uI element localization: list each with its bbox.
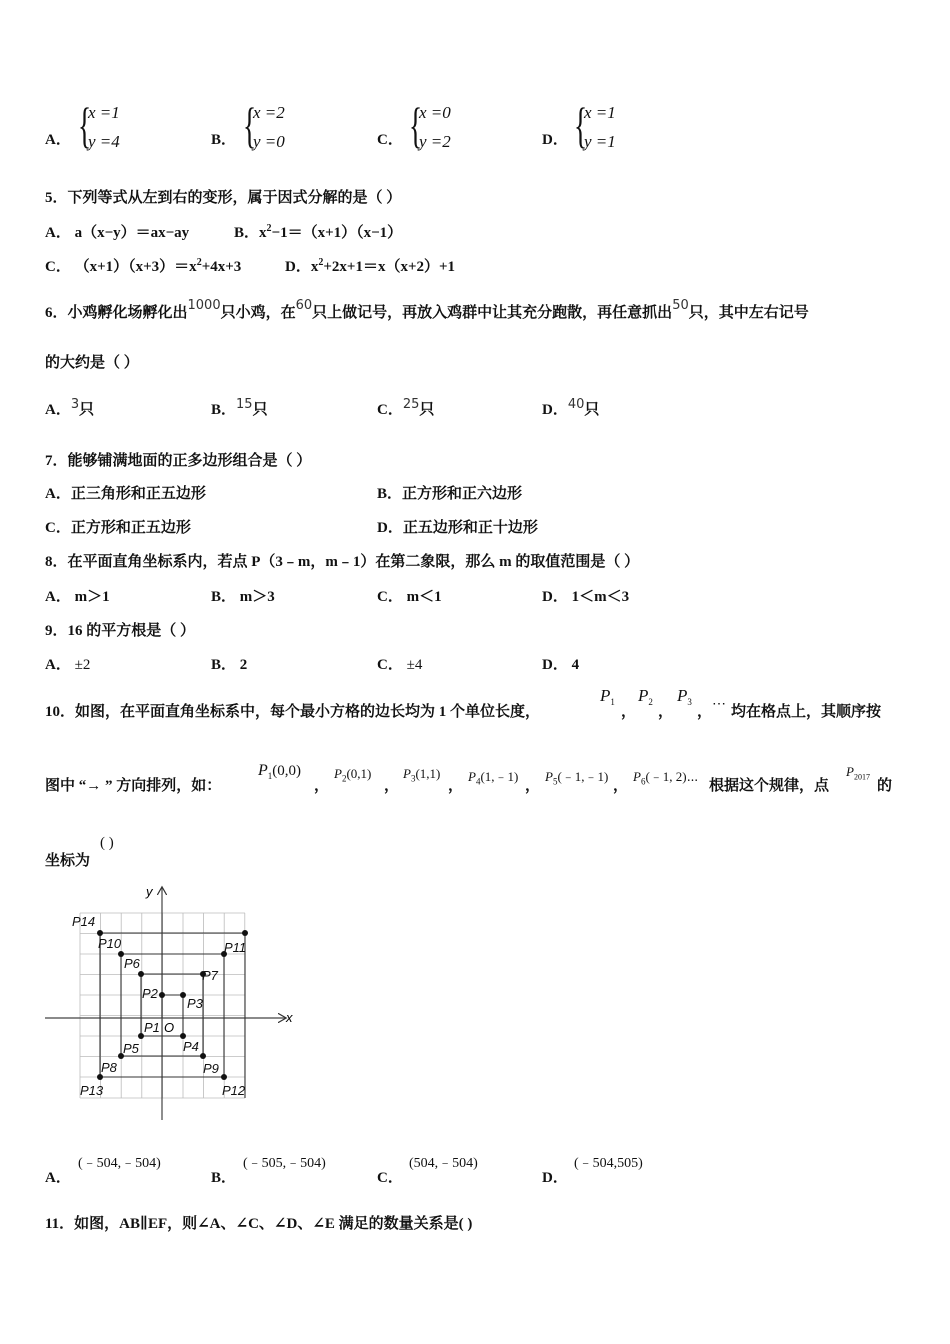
y-axis-label: y [146, 884, 153, 899]
label-p3: P3 [187, 996, 203, 1011]
q6-stem-line2: 的大约是（ ） [45, 355, 139, 371]
q6-text-4: 只，其中左右记号 [688, 305, 809, 321]
comma: ， [697, 704, 713, 720]
q4-d-x: x =1 [584, 103, 616, 122]
q10-seq-p2: $P_2(0,1)$ [334, 766, 372, 784]
label-p11: P11 [224, 940, 247, 955]
comma: ， [525, 778, 541, 794]
q11-stem: 11．如图，AB∥EF，则∠A、∠C、∠D、∠E 满足的数量关系是( ) [45, 1216, 473, 1232]
q5-d-sup: 2 [318, 257, 324, 268]
q4-c-y: y =2 [419, 132, 451, 151]
q6-option-d[interactable] [542, 398, 599, 419]
q9-a-val: ±2 [74, 657, 91, 673]
origin-label: O [164, 1020, 175, 1035]
q10-option-b[interactable] [211, 1166, 236, 1187]
comma: ， [658, 704, 674, 720]
q5-option-a[interactable]: A． a（x−y）＝ax−ay [45, 225, 190, 241]
q6-num-60: 60 [295, 298, 313, 313]
label-p7: P7 [202, 968, 218, 983]
q6-num-50: 50 [672, 298, 689, 313]
q5-d-pre: D．x [285, 259, 319, 275]
q6-text-1: 6．小鸡孵化场孵化出 [45, 305, 188, 321]
label-p9: P9 [203, 1061, 219, 1076]
q5-d-post: +2x+1＝x（x+2）+1 [323, 259, 456, 275]
q10-seq-p1: $P_1(0,0)$ [258, 762, 302, 781]
q4-a-y: y =4 [88, 132, 120, 151]
comma: ， [621, 704, 637, 720]
q9-option-d[interactable]: D． 4 [542, 657, 580, 673]
q10-seq-p6: $P_6(﹣1$, 2)⋯ [633, 769, 699, 787]
q8-option-a[interactable]: A． m＞1 [45, 589, 110, 605]
q6-text-3: 只上做记号，再放入鸡群中让其充分跑散，再任意抓出 [312, 305, 673, 321]
q6-a-num: 3 [70, 397, 80, 412]
label-p10: P10 [98, 936, 122, 951]
label-p14: P14 [72, 914, 96, 929]
q6-stem-line1 [45, 298, 809, 322]
q10-stem-line2-mid: 根据这个规律，点 [709, 778, 830, 794]
q5-b-pre: B．x [234, 225, 267, 241]
q4-option-c-label: C． [377, 132, 403, 148]
q10-stem-line2-end: 的 [877, 778, 893, 794]
q10-stem-line2: 图中 “→ ” 方向排列，如： [45, 778, 222, 794]
q10-d-label: D． [542, 1170, 568, 1186]
q10-stem-line3: 坐标为 [45, 853, 91, 869]
q9-option-c[interactable] [377, 653, 422, 674]
q7-option-c[interactable]: C．正方形和正五边形 [45, 520, 191, 536]
q7-stem: 7．能够铺满地面的正多边形组合是（ ） [45, 453, 312, 469]
q8-stem: 8．在平面直角坐标系内，若点 P（3﹣m，m﹣1）在第二象限，那么 m 的取值范围是（ ） [45, 554, 640, 570]
q10-stem-line1: 10．如图，在平面直角坐标系中，每个最小方格的边长均为 1 个单位长度， [45, 704, 541, 720]
q5-stem: 5．下列等式从左到右的变形，属于因式分解的是（ ） [45, 190, 402, 206]
q7-option-a[interactable]: A．正三角形和正五边形 [45, 486, 206, 502]
q9-option-b[interactable]: B． 2 [211, 657, 248, 673]
brace-icon: { [243, 97, 257, 153]
q10-a-label: A． [45, 1170, 71, 1186]
label-p2: P2 [142, 986, 158, 1001]
q7-option-d[interactable]: D．正五边形和正十边形 [377, 520, 538, 536]
q4-option-d-label: D． [542, 132, 568, 148]
q10-seq-p4: $P_4(1,﹣1)$ [468, 769, 519, 787]
q6-c-unit: 只 [419, 402, 435, 418]
q10-p2-symbol: $P_2$ [638, 686, 653, 708]
q4-option-d[interactable] [542, 128, 568, 149]
q9-option-a[interactable] [45, 653, 90, 674]
q5-option-b[interactable] [234, 221, 402, 242]
q10-ellipsis: ⋯ [712, 697, 726, 712]
q5-c-pre: C． （x+1）（x+3）＝x [45, 259, 197, 275]
q10-c-label: C． [377, 1170, 403, 1186]
label-p8: P8 [101, 1060, 117, 1075]
q6-b-label: B． [211, 402, 237, 418]
q9-a-label: A． [45, 657, 71, 673]
q6-c-label: C． [377, 402, 403, 418]
q5-c-sup: 2 [196, 257, 202, 268]
q6-text-2: 只小鸡，在 [220, 305, 296, 321]
q6-a-label: A． [45, 402, 71, 418]
q4-c-x: x =0 [419, 103, 451, 122]
label-p5: P5 [123, 1041, 139, 1056]
q10-b-val: (﹣505,﹣504) [243, 1156, 326, 1171]
comma: ， [613, 778, 629, 794]
q5-b-post: −1＝（x+1）（x−1） [271, 225, 403, 241]
comma: ， [448, 778, 464, 794]
q10-p2017-symbol: $P_{2017}$ [846, 764, 870, 782]
q5-c-post: +4x+3 [201, 259, 242, 275]
q10-c-val: (504,﹣504) [409, 1156, 478, 1171]
q6-d-label: D． [542, 402, 568, 418]
label-p12: P12 [222, 1083, 246, 1098]
q4-option-b[interactable] [211, 128, 236, 149]
q10-option-d[interactable] [542, 1166, 568, 1187]
label-p6: P6 [124, 956, 140, 971]
q10-stem-line1-end: 均在格点上，其顺序按 [731, 704, 882, 720]
brace-icon: { [409, 97, 423, 153]
q10-a-val: (﹣504,﹣504) [78, 1156, 161, 1171]
q8-option-d[interactable]: D． 1＜m＜3 [542, 589, 630, 605]
q5-b-sup: 2 [266, 223, 272, 234]
q7-option-b[interactable]: B．正方形和正六边形 [377, 486, 523, 502]
q6-num-1000: 1000 [187, 298, 221, 313]
q4-option-b-label: B． [211, 132, 237, 148]
q8-option-b[interactable]: B． m＞3 [211, 589, 275, 605]
q9-stem: 9．16 的平方根是（ ） [45, 623, 196, 639]
q4-a-x: x =1 [88, 103, 120, 122]
label-p13: P13 [80, 1083, 104, 1098]
brace-icon: { [78, 97, 92, 153]
q4-option-c[interactable] [377, 128, 403, 149]
label-p4: P4 [183, 1039, 199, 1054]
q4-b-x: x =2 [253, 103, 285, 122]
q4-b-y: y =0 [253, 132, 285, 151]
q6-option-a[interactable] [45, 398, 94, 419]
q4-d-y: y =1 [584, 132, 616, 151]
q6-option-c[interactable] [377, 398, 434, 419]
brace-icon: { [574, 97, 588, 153]
q6-b-num: 15 [236, 397, 253, 412]
q4-option-a-label: A． [45, 132, 71, 148]
q6-d-unit: 只 [584, 402, 600, 418]
q5-option-d[interactable] [285, 255, 455, 276]
q8-option-c[interactable]: C． m＜1 [377, 589, 442, 605]
q10-seq-p5: $P_5(﹣1,﹣1)$ [545, 769, 609, 787]
q6-c-num: 25 [402, 397, 420, 412]
q9-c-val: ±4 [406, 657, 423, 673]
q6-option-b[interactable] [211, 398, 268, 419]
q6-b-unit: 只 [252, 402, 268, 418]
q10-figure [40, 880, 300, 1130]
comma: ， [384, 778, 400, 794]
label-p1: P1 [144, 1020, 160, 1035]
q10-seq-p3: $P_3(1,1)$ [403, 766, 441, 784]
q10-option-c[interactable] [377, 1166, 403, 1187]
q10-p3-symbol: $P_3$ [677, 686, 692, 708]
x-axis-label: x [286, 1010, 293, 1025]
q10-p1-symbol: $P_1$ [600, 686, 615, 708]
q10-option-a[interactable] [45, 1166, 71, 1187]
q6-a-unit: 只 [79, 402, 95, 418]
q9-c-label: C． [377, 657, 403, 673]
q10-b-label: B． [211, 1170, 237, 1186]
comma: ， [314, 778, 330, 794]
q4-option-a[interactable] [45, 128, 71, 149]
q5-option-c[interactable] [45, 255, 241, 276]
q6-d-num: 40 [567, 397, 585, 412]
q10-d-val: (﹣504,505) [574, 1156, 643, 1171]
q10-answer-paren: ( ) [100, 835, 114, 851]
